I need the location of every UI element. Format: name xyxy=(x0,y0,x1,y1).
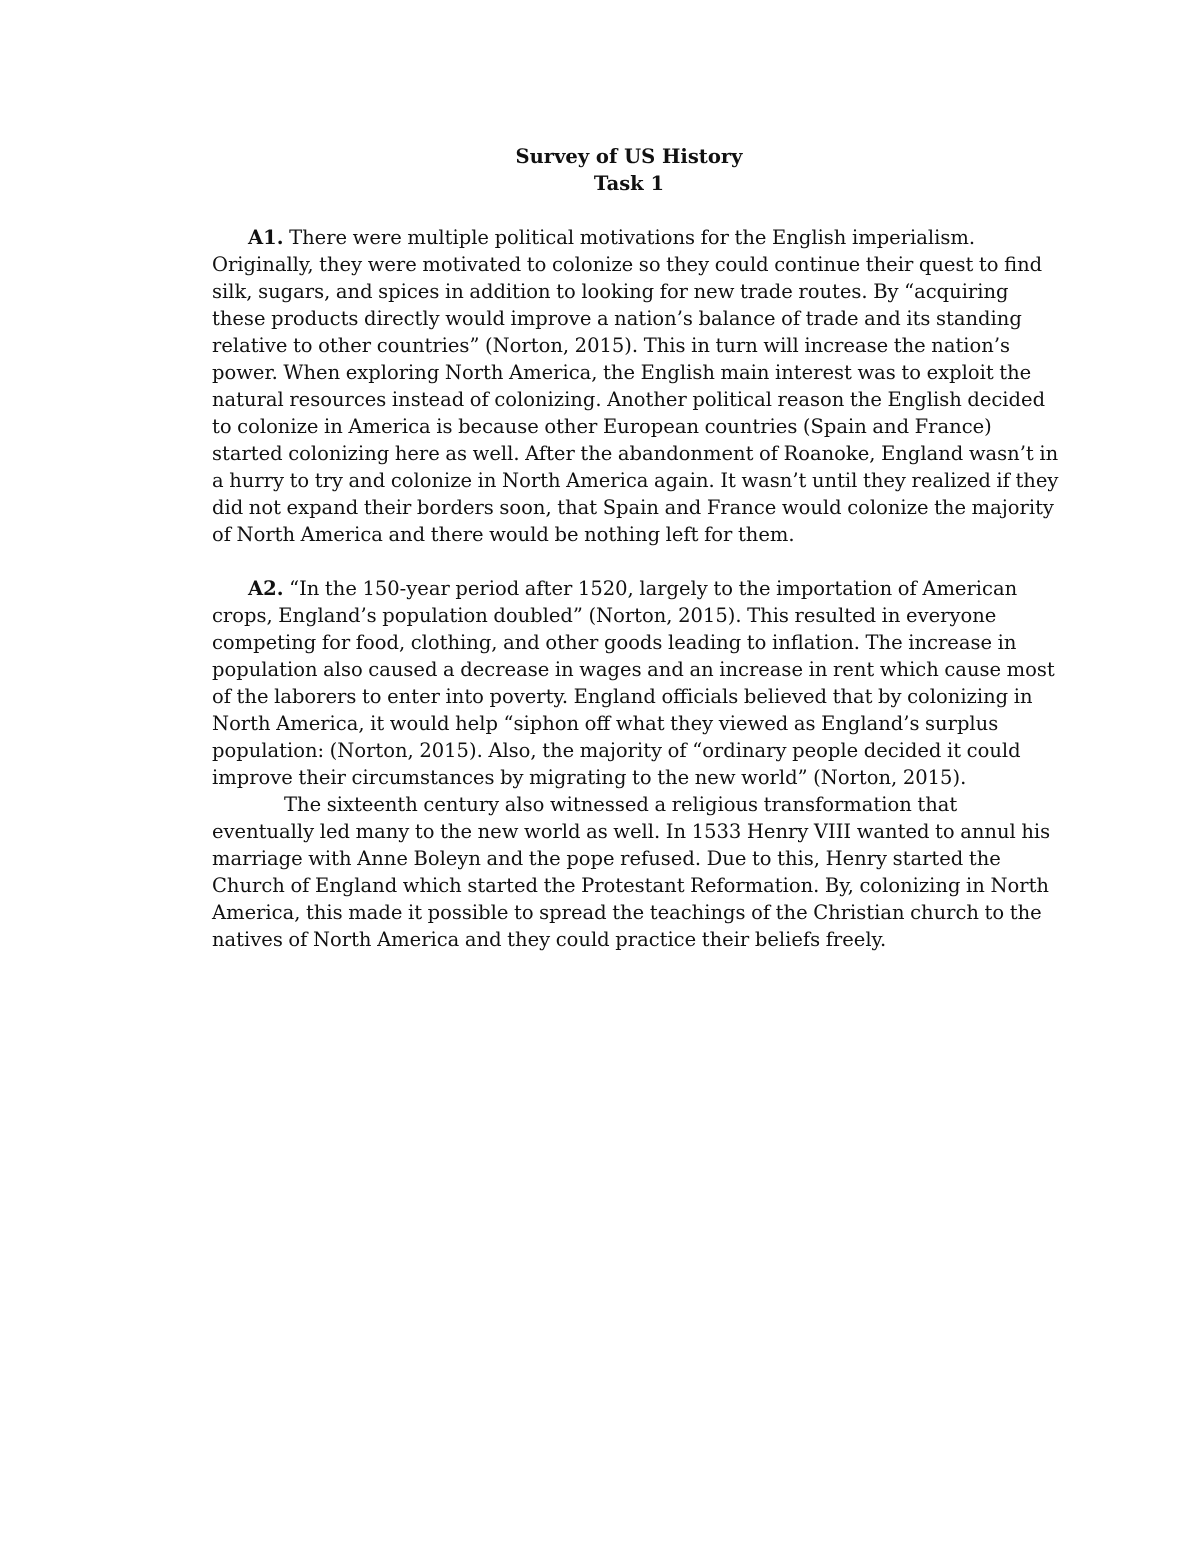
section-a2-text: “In the 150-year period after 1520, largely to the importation of American crops, England’s population doubled” (Norton, 2015). This resulted in everyone competing for food, clothing, and other goods leading to inflation. The increase in population also caused a decrease in wages and an increase in rent which cause most of the laborers to enter into poverty. England officials believed that by colonizing in North America, it would help “siphon off what they viewed as England’s surplus population: (Norton, 2015). Also, the majority of “ordinary people decided it could improve their circumstances by migrating to the new world” (Norton, 2015). xyxy=(212,577,1055,789)
spacer xyxy=(212,548,1062,575)
section-a1-label: A1. xyxy=(248,226,284,249)
title-block xyxy=(196,143,1062,197)
section-a1-paragraph xyxy=(212,224,1062,548)
section-a2-continuation: The sixteenth century also witnessed a religious transformation that eventually led many to the new world as well. In 1533 Henry VIII wanted to annul his marriage with Anne Boleyn and the pope refused. Due to this, Henry started the Church of England which started the Protestant Reformation. By, colonizing in North America, this made it possible to spread the teachings of the Christian church to the natives of North America and they could practice their beliefs freely. xyxy=(212,793,1051,951)
spacer xyxy=(212,197,1062,224)
document-body xyxy=(212,143,1062,953)
section-a1-text: There were multiple political motivations for the English imperialism. Originally, they were motivated to colonize so they could continue their quest to find silk, sugars, and spices in addition to looking for new trade routes. By “acquiring these products directly would improve a nation’s balance of trade and its standing relative to other countries” (Norton, 2015). This in turn will increase the nation’s power. When exploring North America, the English main interest was to exploit the natural resources instead of colonizing. Another political reason the English decided to colonize in America is because other European countries (Spain and France) started colonizing here as well. After the abandonment of Roanoke, England wasn’t in a hurry to try and colonize in North America again. It wasn’t until they realized if they did not expand their borders soon, that Spain and France would colonize the majority of North America and there would be nothing left for them. xyxy=(212,226,1059,546)
document-title: Survey of US History xyxy=(515,145,743,168)
section-a2-label: A2. xyxy=(248,577,284,600)
section-a2-paragraph xyxy=(212,575,1062,791)
document-subtitle: Task 1 xyxy=(593,172,665,195)
